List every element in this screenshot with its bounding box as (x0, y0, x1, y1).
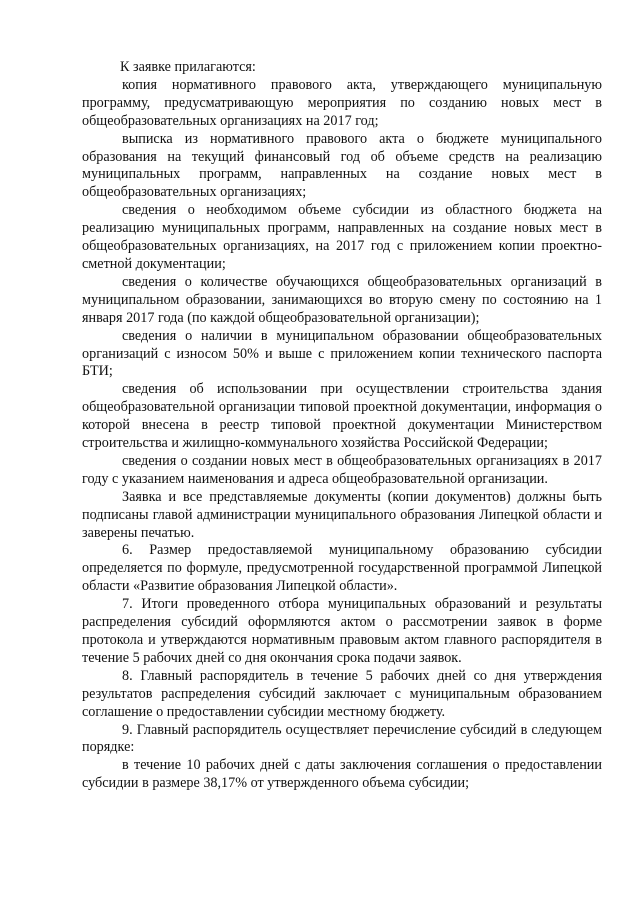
paragraph-program-copy: копия нормативного правового акта, утверждающего муниципальную программу, предусматривающую мероприятия по созданию новых мест в общеобразовательных организациях на 2017 год; (82, 76, 602, 129)
paragraph-new-places: сведения о создании новых мест в общеобразовательных организациях в 2017 году с указанием наименования и адреса общеобразовательной организации. (82, 452, 602, 487)
paragraph-transfer-first: в течение 10 рабочих дней с даты заключения соглашения о предоставлении субсидии в размере 38,17% от утвержденного объема субсидии; (82, 757, 602, 792)
paragraph-subsidy-volume: сведения о необходимом объеме субсидии из областного бюджета на реализацию муниципальных программ, направленных на создание новых мест в общеобразовательных организациях, на 2017 год с приложением копии проектно-сметной документации; (82, 202, 602, 272)
paragraph-section-8: 8. Главный распорядитель в течение 5 рабочих дней со дня утверждения результатов распределения субсидий заключает с муниципальным образованием соглашение о предоставлении субсидии местному бюджету. (82, 667, 602, 720)
paragraph-signature-requirement: Заявка и все представляемые документы (копии документов) должны быть подписаны главой администрации муниципального образования Липецкой области и заверены печатью. (82, 488, 602, 541)
paragraph-section-6: 6. Размер предоставляемой муниципальному образованию субсидии определяется по формуле, предусмотренной государственной программой Липецкой области «Развитие образования Липецкой области». (82, 542, 602, 595)
document-page (82, 59, 602, 793)
attachments-heading: К заявке прилагаются: (120, 59, 256, 75)
paragraph-section-9: 9. Главный распорядитель осуществляет перечисление субсидий в следующем порядке: (82, 721, 602, 756)
paragraph-second-shift: сведения о количестве обучающихся общеобразовательных организаций в муниципальном образовании, занимающихся во вторую смену по состоянию на 1 января 2017 года (по каждой общеобразовательной организации); (82, 273, 602, 326)
paragraph-typical-design: сведения об использовании при осуществлении строительства здания общеобразовательной организации типовой проектной документации, информация о которой внесена в реестр типовой проектной документации Министерством строительства и жилищно-коммунального хозяйства Российской Федерации; (82, 381, 602, 452)
paragraph-budget-extract: выписка из нормативного правового акта о бюджете муниципального образования на текущий финансовый год об объеме средств на реализацию муниципальных программ, направленных на создание новых мест в общеобразовательных организациях; (82, 130, 602, 201)
paragraph-wear-info: сведения о наличии в муниципальном образовании общеобразовательных организаций с износом 50% и выше с приложением копии технического паспорта БТИ; (82, 327, 602, 380)
paragraph-section-7: 7. Итоги проведенного отбора муниципальных образований и результаты распределения субсидий оформляются актом о рассмотрении заявок в форме протокола и утверждаются нормативным правовым актом главного распорядителя в течение 5 рабочих дней со дня окончания срока подачи заявок. (82, 596, 602, 666)
